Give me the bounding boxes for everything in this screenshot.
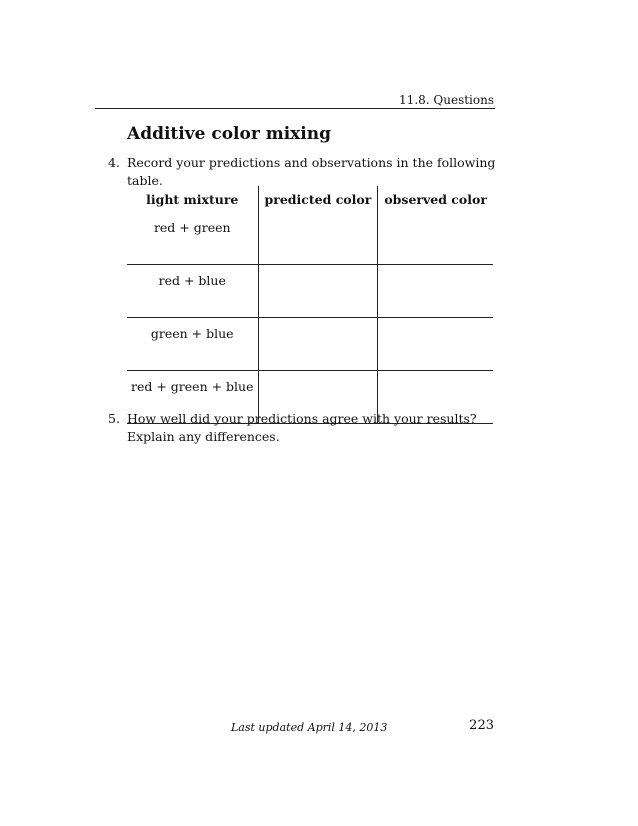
observation-table (127, 186, 493, 424)
question-text: Record your predictions and observations in the following table. (127, 155, 496, 188)
observed-color-cell[interactable] (378, 212, 493, 265)
question-number: 5. (108, 411, 120, 426)
mixture-cell: green + blue (127, 318, 258, 371)
predicted-color-cell[interactable] (258, 265, 378, 318)
question-4 (108, 154, 498, 190)
footer-last-updated: Last updated April 14, 2013 (231, 721, 388, 734)
column-header-light-mixture: light mixture (146, 191, 239, 207)
predicted-color-cell[interactable] (258, 212, 378, 265)
observed-color-cell[interactable] (378, 318, 493, 371)
header-rule (95, 108, 495, 109)
mixture-cell: red + green (127, 212, 258, 265)
table-row (127, 265, 493, 318)
observed-color-cell[interactable] (378, 265, 493, 318)
question-5 (108, 410, 498, 446)
column-header-observed-color: observed color (378, 186, 493, 212)
column-header-predicted-color: predicted color (258, 186, 378, 212)
mixture-cell: red + green + blue (127, 371, 258, 424)
predicted-color-cell[interactable] (258, 318, 378, 371)
question-number: 4. (108, 155, 120, 170)
table-header-row (127, 186, 493, 212)
mixture-cell: red + blue (127, 265, 258, 318)
section-title: Additive color mixing (127, 124, 331, 144)
question-text: How well did your predictions agree with your results? Explain any differences. (127, 411, 477, 444)
table-row (127, 318, 493, 371)
table-row (127, 212, 493, 265)
page-number: 223 (469, 718, 494, 733)
running-header: 11.8. Questions (399, 93, 494, 107)
